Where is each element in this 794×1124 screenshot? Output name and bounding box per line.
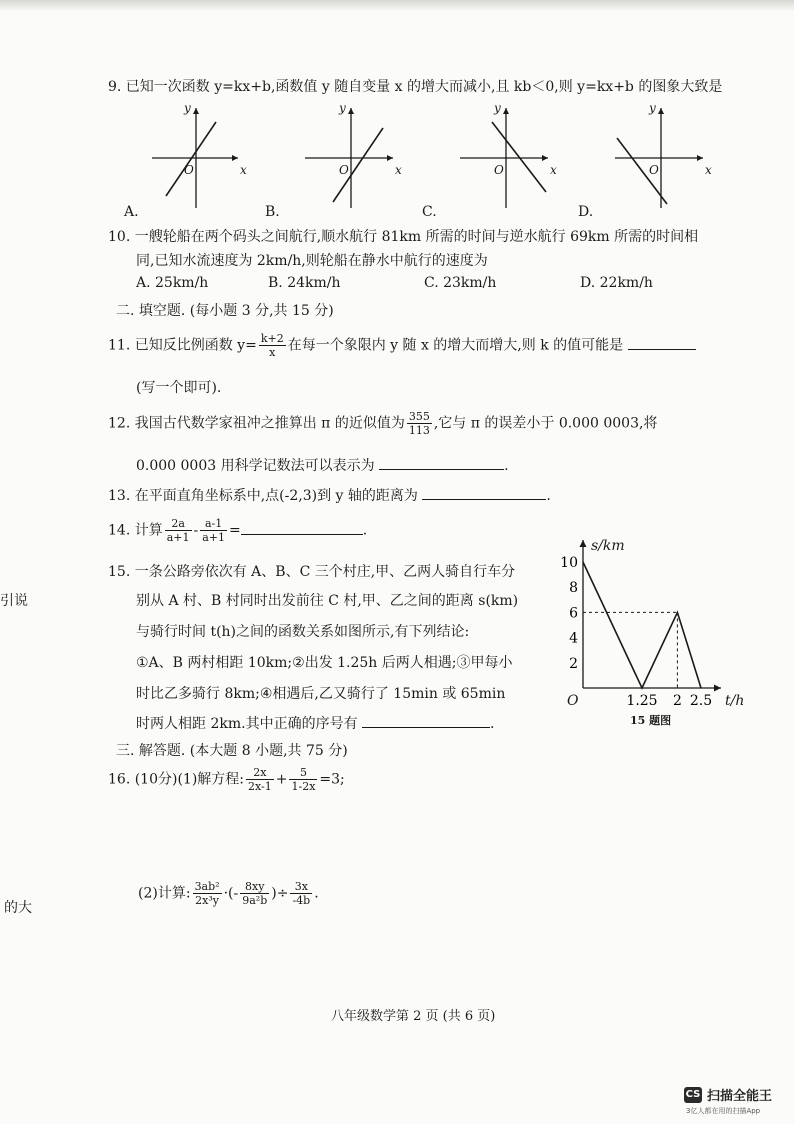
q12-line2: 0.000 0003 用科学记数法可以表示为 .	[136, 455, 509, 475]
graph-b	[305, 101, 402, 208]
q14-fraction-1: $\frac{2a}{a+1}$	[166, 517, 190, 544]
q15-line-3: 与骑行时间 t(h)之间的函数关系如图所示,有下列结论:	[136, 624, 470, 640]
q16-part1: 16. (10分)(1)解方程: $\frac{2x}{2x-1}$ + $\frac{5}{1-2x}$ =3;	[108, 766, 345, 793]
q15-chart	[555, 528, 755, 728]
q10-line1: 10. 一艘轮船在两个码头之间航行,顺水航行 81km 所需的时间与逆水航行 69km 所需的时间相	[108, 229, 699, 245]
q9-option-c: C.	[422, 204, 437, 220]
q16-p1-fraction-1: $\frac{2x}{2x-1}$	[248, 766, 272, 793]
q13-answer-blank[interactable]	[422, 485, 546, 500]
q11-post: 在每一个象限内 y 随 x 的增大而增大,则 k 的值可能是	[287, 337, 624, 354]
chart-y-tick-10: 10	[560, 555, 578, 571]
chart-y-tick-2: 2	[569, 655, 578, 672]
graph-c	[460, 101, 557, 208]
q10-option-d: D. 22km/h	[580, 275, 653, 291]
chart-y-tick-6: 6	[569, 605, 578, 622]
graph-d-y-label: y	[649, 101, 656, 115]
q9-graphs	[140, 100, 780, 210]
q15-line-4: ①A、B 两村相距 10km;②出发 1.25h 后两人相遇;③甲每小	[136, 655, 513, 671]
q12-answer-blank[interactable]	[379, 455, 504, 470]
chart-title: 15 题图	[630, 714, 672, 727]
camscanner-logo: CS	[684, 1087, 702, 1103]
chart-y-tick-8: 8	[569, 580, 578, 597]
chart-x-label: t/h	[725, 693, 745, 709]
camscanner-name: 扫描全能王	[707, 1089, 773, 1104]
chart-y-arrow	[580, 540, 587, 547]
section-3-heading: 三. 解答题. (本大题 8 小题,共 75 分)	[116, 743, 348, 759]
q16-p2-fraction-3: $\frac{3x}{-4b}$	[292, 880, 311, 907]
page-footer: 八年级数学第 2 页 (共 6 页)	[331, 1009, 496, 1024]
chart-x-tick-2.5: 2.5	[689, 693, 713, 709]
graph-c-y-label: y	[494, 101, 501, 115]
q15-line-1: 15. 一条公路旁依次有 A、B、C 三个村庄,甲、乙两人骑自行车分	[108, 564, 516, 580]
q10-option-c: C. 23km/h	[424, 275, 497, 291]
q11-fraction: $\frac{k+2}{x}$	[260, 332, 284, 359]
chart-y-label: s/km	[591, 538, 625, 554]
q11-line2: (写一个即可).	[136, 380, 222, 396]
graph-a-y-label: y	[184, 101, 191, 115]
graph-d	[615, 101, 712, 208]
chart-x-arrow	[714, 685, 721, 692]
q16-p2-fraction-1: $\frac{\text{3ab²}}{\text{2x³y}}$	[194, 880, 220, 907]
chart-y-tick-4: 4	[569, 630, 578, 647]
graph-b-origin: O	[339, 163, 349, 177]
q16-p1-fraction-2: $\frac{5}{1-2x}$	[291, 766, 316, 793]
q15-line-2: 别从 A 村、B 村同时出发前往 C 村,甲、乙之间的距离 s(km)	[136, 593, 519, 609]
graph-b-x-label: x	[395, 163, 402, 177]
chart-series-line	[583, 562, 701, 688]
q12-fraction: $\frac{355}{113}$	[408, 410, 430, 437]
graph-d-x-label: x	[705, 163, 712, 177]
camscanner-tagline: 3亿人都在用的扫描App	[686, 1107, 761, 1115]
q11-pre: 11. 已知反比例函数 y=	[108, 337, 257, 354]
chart-origin: O	[567, 693, 579, 709]
graph-c-origin: O	[494, 163, 504, 177]
graph-b-y-label: y	[339, 101, 346, 115]
q10-option-a: A. 25km/h	[136, 275, 209, 291]
q10-line2: 同,已知水流速度为 2km/h,则轮船在静水中航行的速度为	[136, 253, 488, 269]
q15-line-5: 时比乙多骑行 8km;④相遇后,乙又骑行了 15min 或 65min	[136, 686, 506, 702]
q11-answer-blank[interactable]	[628, 335, 696, 350]
graph-a	[152, 101, 247, 208]
q14-fraction-2: $\frac{a-1}{a+1}$	[202, 517, 226, 544]
q15-line-6: 时两人相距 2km.其中正确的序号有 .	[136, 713, 494, 733]
q14-line: 14. 计算 $\frac{2a}{a+1}$ - $\frac{a-1}{a+1}$ = .	[108, 517, 368, 544]
q12-pre: 12. 我国古代数学家祖冲之推算出 π 的近似值为	[108, 415, 405, 432]
q12-post: ,它与 π 的误差小于 0.000 0003,将	[433, 415, 658, 432]
q9-option-a: A.	[124, 204, 139, 220]
margin-fragment-1: 引说	[0, 593, 28, 609]
graph-a-x-label: x	[240, 163, 247, 177]
q14-answer-blank[interactable]	[241, 520, 363, 535]
chart-x-tick-2: 2	[672, 693, 682, 709]
q9-option-d: D.	[578, 204, 594, 220]
q10-option-b: B. 24km/h	[268, 275, 341, 291]
margin-fragment-2: 的大	[4, 900, 32, 916]
q15-answer-blank[interactable]	[362, 713, 490, 728]
chart-x-tick-1.25: 1.25	[626, 693, 658, 709]
scan-edge	[0, 0, 794, 10]
q9-text: 9. 已知一次函数 y=kx+b,函数值 y 随自变量 x 的增大而减小,且 kb＜0,则 y=kx+b 的图象大致是	[108, 79, 723, 95]
q12-line1	[108, 410, 657, 437]
graph-c-x-label: x	[550, 163, 557, 177]
q9-option-b: B.	[265, 204, 280, 220]
q16-p2-fraction-2: $\frac{8xy}{\text{9a²b}}$	[242, 880, 268, 907]
q13-line: 13. 在平面直角坐标系中,点(-2,3)到 y 轴的距离为 .	[108, 485, 551, 505]
q11-line1	[108, 332, 696, 359]
q16-part2: (2)计算: $\frac{\text{3ab²}}{\text{2x³y}}$ ·(- $\frac{8xy}{\text{9a²b}}$ )÷ $\frac{3x}{-4b}$ .	[138, 880, 319, 907]
graph-a-origin: O	[184, 163, 194, 177]
graph-d-origin: O	[649, 163, 659, 177]
section-2-heading: 二. 填空题. (每小题 3 分,共 15 分)	[116, 303, 334, 319]
